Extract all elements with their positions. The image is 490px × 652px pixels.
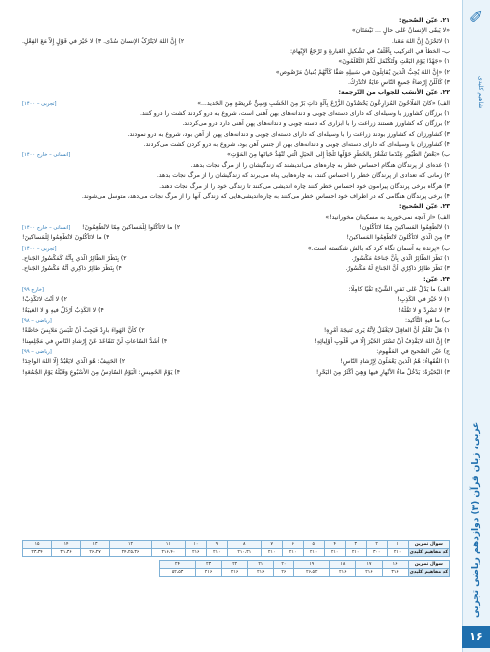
source-tag: [ریاضی – ۹۹] [22, 349, 52, 355]
table-cell: ۲۱۶ [196, 569, 222, 577]
table-cell: ۳۰۰ [366, 549, 387, 557]
table-cell: ۳۱۶ [382, 569, 408, 577]
text-line [22, 119, 450, 129]
option-right: ۳) لا تَسْرِدْ وَ لا تَقُلْهُ! [398, 306, 450, 314]
table-cell: ۲۴،۲۵،۳۶ [110, 549, 152, 557]
table-cell: ۱۰ [185, 541, 206, 549]
line-text: «لا يَبقَى الإنسانُ عَلى حالٍ ... نَيْسَتَان» [351, 27, 450, 35]
option-right: ۳) مِنَ الَّذي لاتَأْكُلونَ لاتُطْعِمُوا المَساكينَ! [346, 234, 450, 242]
line-text: ۳) هرگاه برخی پرندگان پیرامون خود احساس خطر کنند چاره اندیشی می‌کنند تا زندگی خود را از مرگ نجات دهند. [159, 182, 450, 190]
table-cell: ۲۶،۵۲ [294, 569, 330, 577]
line-text: ۲۳. عيّن الصّحيح: [398, 203, 450, 211]
source-tag: [ریاضی – ۹۸] [22, 317, 52, 324]
table-cell: ۲۶،۲۷ [81, 549, 110, 557]
table-header-code: کد مفاهیم کلیدی [409, 570, 448, 575]
text-line [22, 213, 450, 223]
option-left: ۲) ما لاتَأْكُلوا لِلْمَساكينَ مِمّا لاتُطْعِمُونَ! [82, 223, 181, 231]
table-cell: ۶ [282, 541, 303, 549]
line-text: الف) ما يَدُلُّ عَلى نَفيِ الشَّيْءِ نَفْيًا كامِلًا: [348, 285, 450, 293]
table-cell: ۲۴ [159, 561, 195, 569]
line-text: ۲۴. عيّن: [423, 275, 450, 283]
table-cell: ۲۱۶ [185, 549, 206, 557]
question-heading [22, 275, 450, 285]
line-text: ج) عيّن الصّحيح في المَفْهوم: [376, 348, 450, 355]
text-line [22, 171, 450, 181]
book-title-vertical: عربی، زبان قرآن (۳) دوازدهم ریاضی تجربی [471, 421, 481, 619]
text-line [22, 182, 450, 192]
table-cell: ۸ [227, 541, 261, 549]
option-row [22, 254, 450, 264]
option-left: ۴) يَوْمُ الخَمِيسِ: الْيَوْمُ السّادِسُ مِنَ الأُسْبُوعِ وَقَبْلَهُ يَوْمُ الجُمُعَةِ! [22, 368, 181, 376]
table-cell: ۳۱،۳۶ [52, 549, 81, 557]
option-right: ۱) لاتُطْعِمُوا المَساكينَ مِمّا لاتَأْكُلون! [359, 223, 450, 231]
option-right: ۳) البُحَيْرَةُ: يَدْخُلُ ماءُ الأَنْهارِ فيها وَهِيَ أَكْثَرُ مِنَ البَحْرِ! [315, 368, 450, 376]
text-line [22, 78, 450, 88]
table-header-question: سوال تمرین [408, 561, 449, 569]
table-cell: ۹ [206, 541, 227, 549]
line-text: ۲) «إِنَّ اللهَ يُحِبُّ الَّذينَ يُقاتِلُونَ في سَبيلِهِ صَفًّا كَأَنَّهُمْ بُنيانٌ مَرْصُوص» [275, 68, 450, 76]
table-cell: ۱۶ [382, 561, 408, 569]
option-left: ۲) لا أَنْتَ لاتَكْذِبْ! [22, 296, 67, 304]
line-text: ۱) عده‌ای از پرندگان هنگام احساس خطر به چاره‌های می‌اندیشند که زندگیشان را از مرگ نجات بدهد. [190, 161, 450, 169]
option-left: ۴) بِنَظَرَ طائِرٌ ذاكِري أَنَّهُ مَكْسُورُ الجَناح. [22, 265, 122, 273]
option-right: ۱) الفُقَهاءُ: هُمُ الَّذينَ يَعْمَلُونَ لِإِرْشادِ النّاسِ! [340, 358, 450, 366]
table-cell: ۲۱۰ [261, 549, 282, 557]
table-cell: ۵ [303, 541, 324, 549]
option-row [22, 223, 450, 233]
line-text: ۳) كَالْلَنْ إِرْضاءُ جَميعِ النّاسِ غايَةٌ لاتُدْرَكُ. [348, 79, 450, 87]
option-right: ۱) لاتَحْزَنْ إِنَّ اللهَ مَعَنا. [391, 37, 450, 45]
table-cell: ۱ [387, 541, 408, 549]
option-row [22, 264, 450, 274]
table-cell: ۲۱۰ [282, 549, 303, 557]
option-row [22, 295, 450, 305]
table-cell: ۴ [324, 541, 345, 549]
table-cell: ۱۲ [110, 541, 152, 549]
table-header-code: کد مفاهیم کلیدی [409, 550, 448, 555]
option-right: ۱) نَظَرَ الطّائِرُ الَّذي بِأَنَّ جَناحَهُ مَكْسُورٌ. [351, 254, 450, 262]
option-row [22, 306, 450, 316]
line-text: ب) «پرنده به آسمان نگاه کرد که بالش شکسته است.» [307, 244, 450, 252]
table-cell: ۲۲ [222, 561, 248, 569]
option-left: ۴) أَشَدُّ السّاعاتِ لَنْ نَتَقَاعَدَ عَنْ إِرْشادِ النّاسِ في مَجْلِسِنا! [22, 337, 168, 345]
line-text: ب) «بَعْضُ الطُّيُورِ عِنْدَما تَشْعُرُ بِالخَطَرِ حَوْلَها تَلْجَأُ إِلى الحيَلِ الَّتي تُنْقِذُ حَياتَها مِنَ المَوْتِ» [226, 151, 450, 159]
answer-table-1 [22, 540, 450, 557]
text-line [22, 150, 450, 160]
option-left: ۲) إِنَّ اللهَ لایَتْرُکُ الإنسانَ سُدًى. ۳) لا خَیْرَ في قَوْلٍ إِلاّ مَعَ الفِعْلِ. [22, 37, 185, 45]
option-left: ۲) الحَنِيفُ: هُوَ الَّذي لايَعْبُدُ إِلَّا اللهَ الواحِدَ! [22, 358, 126, 366]
question-heading [22, 16, 450, 26]
line-text: ۲) برزگان که کشاورز هستند زراعت را با ابزاری که دسته چوبی و دندانه‌های پهن آهنی دارد درو می‌کردند. [182, 120, 450, 128]
table-cell: ۱۱ [151, 541, 185, 549]
option-row [22, 368, 450, 378]
text-line [22, 68, 450, 78]
option-left: ۴) ما لاتَأْكُلونَ لاتُطْعِمُوا لِلْمَساكينَ! [22, 234, 110, 242]
line-text: ۲۱. عيّن الصّحيح: [398, 17, 450, 24]
answer-table-2 [159, 560, 450, 577]
text-line [22, 244, 450, 254]
table-cell: ۲۳،۳۴ [23, 549, 52, 557]
text-line [22, 347, 450, 357]
source-tag: [انسانی – خارج ۱۴۰۰] [22, 224, 71, 231]
table-cell: ۱۹ [294, 561, 330, 569]
text-line [22, 47, 450, 57]
text-line [22, 140, 450, 150]
text-line [22, 130, 450, 140]
line-text: الف) «كانَ الفلّاحُونَ المُزارِعُونَ يَحْصُدُونَ الزَّرْعَ بِآلَةٍ ذاتِ بَرْ مِنَ الخَشَبِ وَسِنٍّ عَريضَةٍ مِنَ الحَديد...» [197, 99, 450, 107]
table-cell: ۱۷ [356, 561, 382, 569]
option-left: ۲) كأنَّ الهَواءَ بارِدٌ فَيَجِبُ أَنْ نَلْبَسَ مَلابِسَ خاصَّةً! [22, 327, 145, 335]
line-text: الف) «از آنچه نمی‌خورید به مسکینان مخورانید!» [325, 213, 450, 221]
line-text: ۲) زمانی که تعدادی از پرندگان خطر را احساس کنند، به چاره‌هایی پناه می‌برند که زندگیشان را از مرگ نجات بدهد. [156, 172, 450, 180]
text-line [22, 57, 450, 67]
table-cell: ۲۶ [274, 569, 294, 577]
text-line [22, 161, 450, 171]
question-heading [22, 202, 450, 212]
table-cell: ۲۱۶ [248, 569, 274, 577]
brand-label: شاهیم کلیدی [477, 76, 484, 109]
table-cell: ۱۳ [81, 541, 110, 549]
source-tag: [انسانی – خارج ۱۴۰۰] [22, 152, 71, 159]
table-cell: ۱۵ [23, 541, 52, 549]
line-text: ب) ما فيهِ التَّأْكيد: [405, 316, 450, 324]
table-cell: ۲۱۰،۳۱ [227, 549, 261, 557]
option-row [22, 357, 450, 367]
text-line [22, 26, 450, 36]
text-line [22, 192, 450, 202]
option-right: ۱) هَلْ تَعْلَمُ أَنَّ العاقِلَ لايَغْفَلُ لِأَنَّهُ يَرى نَتيجَةَ أَمْرِهِ! [323, 327, 450, 335]
option-right: ۳) إِنَّ اللهَ لايَقْذِفُ أَنْ تَسْتَرَ الخَيْرَ إِلَّا في قُلُوبِ أَوْلِيائِهِ! [314, 337, 450, 345]
table-cell: ۱۴ [52, 541, 81, 549]
table-cell: ۳ [345, 541, 366, 549]
table-cell: ۵۲،۵۳ [159, 569, 195, 577]
table-cell: ۱۸ [330, 561, 356, 569]
table-cell: ۲ [366, 541, 387, 549]
option-right: ۱) لا خَيْرَ في الكَذِبِ! [397, 296, 450, 304]
line-text: ۲۲. عيّن الأنسَب للجواب من التّرجمة: [338, 89, 450, 97]
option-right: ۳) نَظَرَ طائِرٌ ذاكِرُي أَنَّ الجَناحَ لَهُ مَكْسُورٌ. [345, 265, 450, 273]
questions-body [22, 16, 450, 378]
table-header-question: سوال تمرین [408, 541, 449, 549]
line-text: ۴) برخی پرندگان هنگامی که در اطراف خود احساس خطر می‌کنند به چاره‌اندیشی‌هایی که زندگی آنها را از مرگ نجات می‌دهد، متوسل می‌شوند. [81, 192, 450, 200]
table-cell: ۲۱ [248, 561, 274, 569]
option-row [22, 233, 450, 243]
table-cell: ۷ [261, 541, 282, 549]
text-line [22, 285, 450, 295]
option-left: ۴) لا الكَذِبُ أَرْذَلُ فيهِ وَ لا الغيبَةُ! [22, 306, 104, 314]
question-heading [22, 88, 450, 98]
option-row [22, 326, 450, 336]
source-tag: [خارج ۹۹] [22, 286, 44, 293]
side-strip [462, 0, 490, 652]
table-cell: ۲۱۶ [330, 569, 356, 577]
source-tag: [تجربی – ۱۴۰۰] [22, 245, 57, 252]
table-cell: ۲۱۰ [303, 549, 324, 557]
table-cell: ۲۱۰ [345, 549, 366, 557]
table-cell: ۲۱۶،۴۰ [151, 549, 185, 557]
brand-logo-icon: ✐ [468, 8, 484, 28]
table-cell: ۲۰ [274, 561, 294, 569]
page-number: ۱۶ [462, 626, 490, 648]
option-row [22, 337, 450, 347]
table-cell: ۲۱۰ [206, 549, 227, 557]
table-cell: ۲۱۰ [387, 549, 408, 557]
line-text: ۴) کشاورزان با وسیله‌ای که دارای دسته‌ای چوبی و دندانه‌های بهن از جنس آهن بود، شروع به درو کردن کشت می‌کردند. [143, 141, 450, 149]
text-line [22, 316, 450, 326]
option-left: ۲) بِنَظَرُ الطّائِرُ الَّذي بِأَنَّهُ كَمَكْسُورُ الجَناح. [22, 254, 127, 262]
source-tag: [تجربی – ۱۴۰۰] [22, 100, 57, 107]
table-cell: ۲۱۶ [222, 569, 248, 577]
answer-key [22, 540, 450, 580]
line-text: ۱) «جَهْدُا يَوْمَ البَعْثِ وَلْتَكُنْمَل لَكُمْ التَّعْلَمُونَ» [338, 58, 450, 66]
line-text: ۱) برزگان کشاورز با وسیله‌ای که دارای دسته‌ای چوبی و دندانه‌های بهن آهنی است، شروع به درو کردند کشت را درو کنند. [139, 110, 450, 118]
text-line [22, 99, 450, 109]
option-row [22, 37, 450, 47]
table-cell: ۲۱۶ [356, 569, 382, 577]
line-text: ۳) کشاورزان که کشاورز بودند زراعت را با وسیله‌ای که دارای دسته‌ای چوبی و دندانه‌های پهن از آهن بود، شروع به درو نمودند. [127, 130, 450, 138]
text-line [22, 109, 450, 119]
line-text: ب- الخطأ في التركيب بِأَقْلَفٌ في تَشْکيلِ العَبارةِ وَ تَرْجَعُ الإِبْهامَ: [290, 48, 450, 56]
table-cell: ۲۳ [196, 561, 222, 569]
table-cell: ۲۱۰ [324, 549, 345, 557]
